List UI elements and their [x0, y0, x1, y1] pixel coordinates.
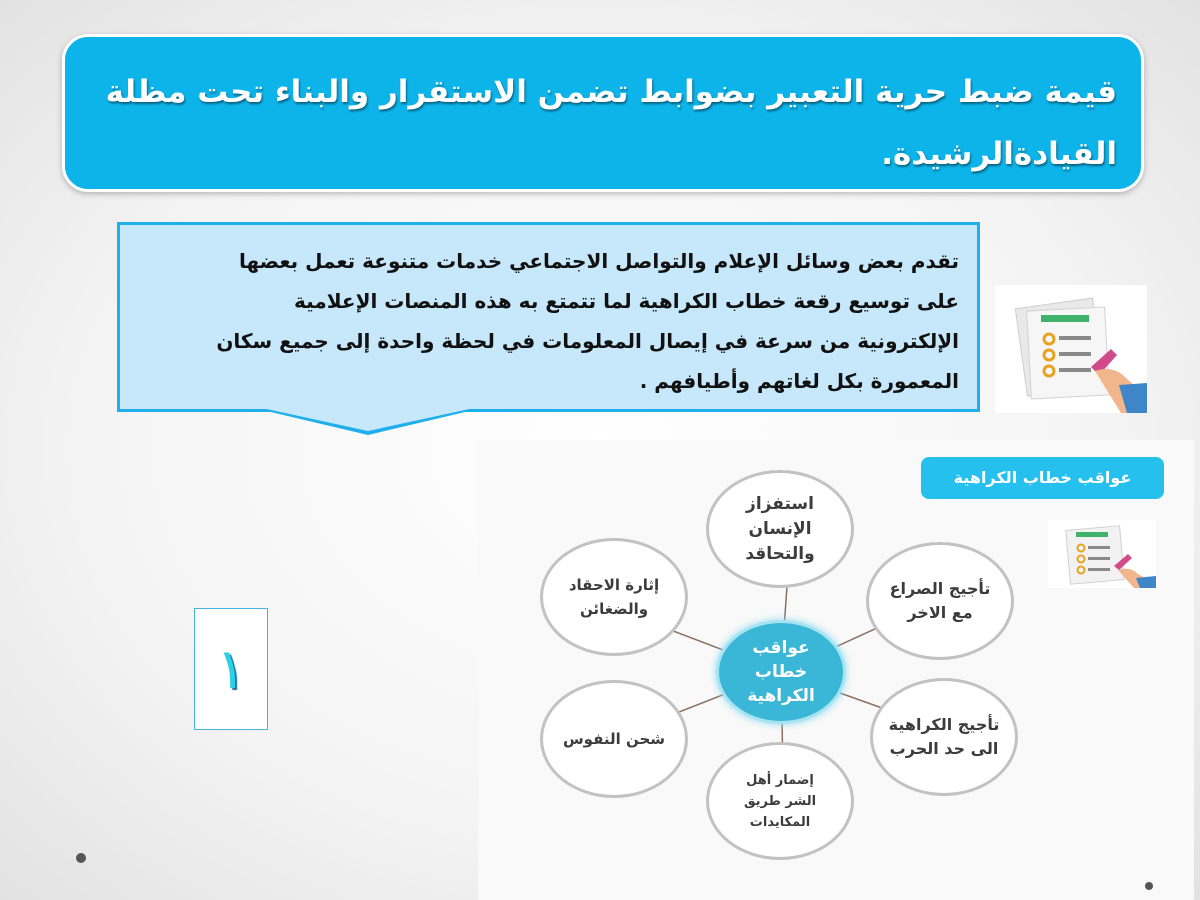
checklist-icon — [995, 285, 1147, 413]
bullet-dot-left — [76, 853, 86, 863]
node-provocation: استفزاز الإنسان والتحاقد — [706, 470, 854, 588]
callout-line-4: المعمورة بكل لغاتهم وأطيافهم . — [639, 369, 959, 393]
callout-line-1: تقدم بعض وسائل الإعلام والتواصل الاجتماعي خدمات متنوعة تعمل بعضها — [238, 249, 959, 273]
callout-line-2: على توسيع رقعة خطاب الكراهية لما تتمتع به هذه المنصات الإعلامية — [294, 289, 959, 313]
diagram-heading: عواقب خطاب الكراهية — [921, 457, 1164, 499]
node-schemes: إضمار أهل الشر طريق المكايدات — [706, 742, 854, 860]
node-grudges: إثارة الاحقاد والضغائن — [540, 538, 688, 656]
node-souls: شحن النفوس — [540, 680, 688, 798]
info-callout — [117, 222, 980, 412]
consequences-diagram — [478, 440, 1194, 900]
title-banner — [62, 34, 1144, 192]
title-line-2: القيادةالرشيدة. — [881, 136, 1117, 172]
slide-number-box — [194, 608, 268, 730]
callout-line-3: الإلكترونية من سرعة في إيصال المعلومات في لحظة واحدة إلى جميع سكان — [216, 329, 959, 353]
slide-number: ١ — [215, 636, 247, 702]
bullet-dot-right — [1145, 882, 1153, 890]
node-conflict: تأجيج الصراع مع الاخر — [866, 542, 1014, 660]
title-line-1: قيمة ضبط حرية التعبير بضوابط تضمن الاستقرار والبناء تحت مظلة — [105, 74, 1117, 110]
node-war: تأجيج الكراهية الى حد الحرب — [870, 678, 1018, 796]
callout-tail-fill — [262, 408, 474, 431]
checklist-icon-small — [1048, 520, 1156, 588]
center-node: عواقب خطاب الكراهية — [716, 620, 846, 724]
